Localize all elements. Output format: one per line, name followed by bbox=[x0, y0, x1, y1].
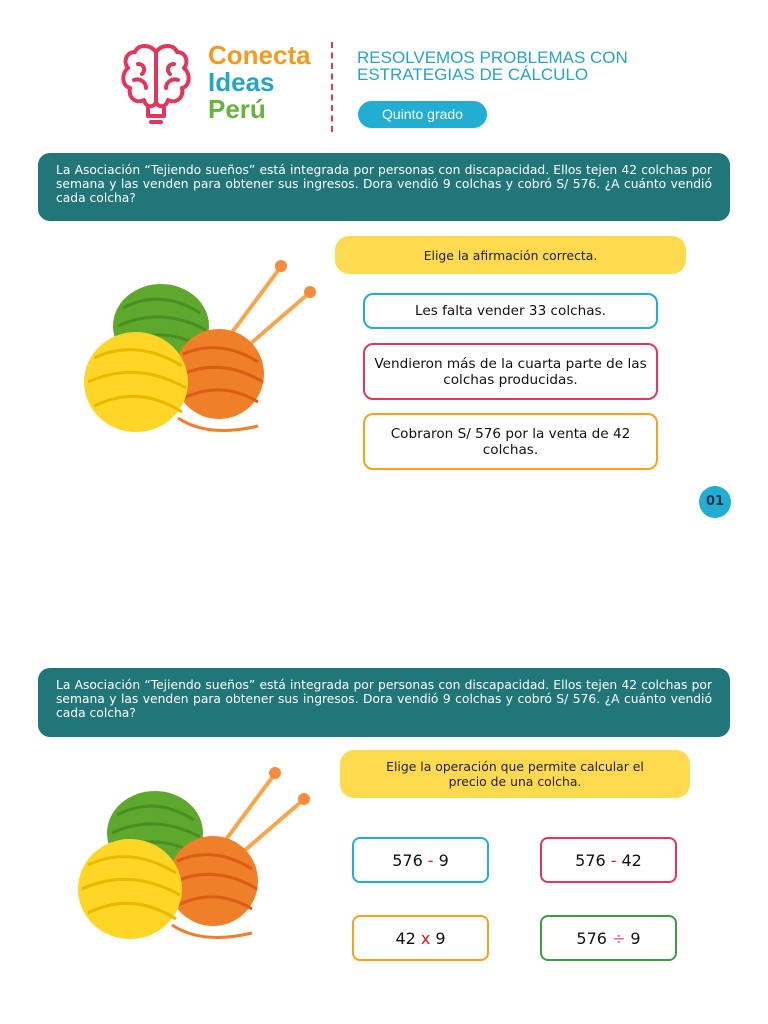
instruction-prompt: Elige la afirmación correcta. bbox=[335, 236, 686, 274]
answer-option-a[interactable]: Les falta vender 33 colchas. bbox=[363, 293, 658, 329]
operand-a: 576 bbox=[392, 850, 423, 870]
answer-option-c[interactable]: Cobraron S/ 576 por la venta de 42 colchas. bbox=[363, 413, 658, 470]
page-title bbox=[357, 49, 697, 83]
page-number-badge: 01 bbox=[699, 486, 731, 518]
operand-a: 576 bbox=[575, 850, 606, 870]
yarn-balls-icon bbox=[78, 258, 328, 440]
instruction-prompt-2: Elige la operación que permite calcular el precio de una colcha. bbox=[340, 750, 690, 798]
operand-b: 9 bbox=[630, 928, 641, 948]
operand-b: 9 bbox=[438, 850, 449, 870]
operator-symbol: - bbox=[427, 850, 434, 870]
page-title-line-2: ESTRATEGIAS DE CÁLCULO bbox=[357, 65, 589, 84]
yarn-balls-icon bbox=[72, 765, 322, 947]
brain-logo-icon bbox=[120, 42, 192, 132]
operand-a: 42 bbox=[395, 928, 416, 948]
operand-b: 9 bbox=[435, 928, 446, 948]
logo-line-1: Conecta bbox=[208, 40, 311, 70]
operation-option-3[interactable] bbox=[352, 915, 489, 961]
operation-option-1[interactable] bbox=[352, 837, 489, 883]
operator-symbol: - bbox=[610, 850, 617, 870]
grade-badge: Quinto grado bbox=[358, 101, 487, 128]
problem-statement: La Asociación “Tejiendo sueños” está integrada por personas con discapacidad. Ellos tejen 42 colchas por semana y las venden para obtener sus ingresos. Dora vendió 9 colchas y cobró S/ 576. ¿A cuánto vendió cada colcha? bbox=[38, 153, 730, 221]
operation-option-4[interactable] bbox=[540, 915, 677, 961]
problem-statement-2: La Asociación “Tejiendo sueños” está integrada por personas con discapacidad. Ellos tejen 42 colchas por semana y las venden para obtener sus ingresos. Dora vendió 9 colchas y cobró S/ 576. ¿A cuánto vendió cada colcha? bbox=[38, 668, 730, 737]
logo-line-3: Perú bbox=[208, 94, 266, 124]
logo-line-2: Ideas bbox=[208, 67, 275, 97]
operator-symbol: ÷ bbox=[611, 928, 626, 948]
header-divider bbox=[331, 42, 333, 132]
operand-a: 576 bbox=[576, 928, 607, 948]
operand-b: 42 bbox=[621, 850, 642, 870]
page-title-line-1: RESOLVEMOS PROBLEMAS CON bbox=[357, 48, 628, 67]
operation-option-2[interactable] bbox=[540, 837, 677, 883]
logo-text bbox=[208, 42, 311, 123]
answer-option-b[interactable]: Vendieron más de la cuarta parte de las colchas producidas. bbox=[363, 343, 658, 400]
operator-symbol: x bbox=[420, 928, 431, 948]
